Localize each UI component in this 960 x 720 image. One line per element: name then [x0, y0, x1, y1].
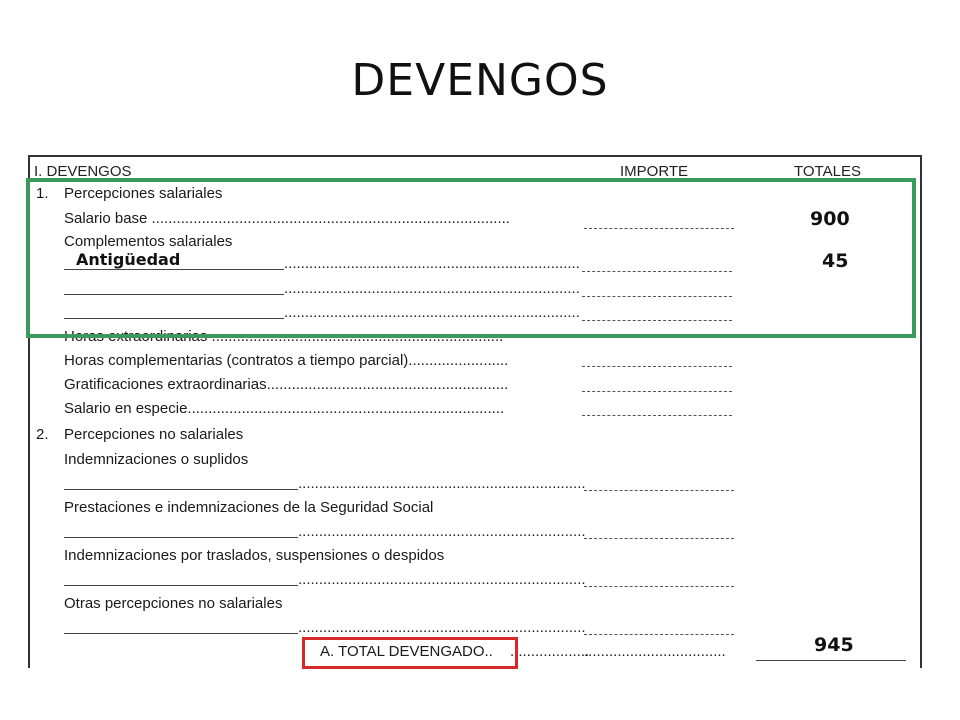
dots: ....................................................................... — [284, 304, 580, 321]
form-section-header: I. DEVENGOS — [34, 163, 132, 180]
importe-line-horas-complementarias — [582, 365, 732, 367]
row-indemnizaciones-suplidos: Indemnizaciones o suplidos — [64, 451, 249, 468]
section-title-percepciones-salariales: Percepciones salariales — [64, 185, 223, 202]
importe-line-otras — [584, 633, 734, 635]
row-horas-extraordinarias: Horas extraordinarias ...................................................................... — [64, 328, 504, 345]
dots: ..................................................................... — [298, 571, 586, 588]
row-otras-dots — [298, 619, 586, 636]
dots: ....................................................................... — [284, 255, 580, 272]
row-complementos-salariales: Complementos salariales — [64, 233, 233, 250]
total-devengado-label: A. TOTAL DEVENGADO.. — [320, 643, 493, 660]
form-border-top — [28, 155, 922, 157]
annotation-antiguedad-label: Antigüedad — [76, 250, 181, 269]
blank-line-6 — [64, 584, 298, 586]
total-devengado-dots: ................... — [510, 643, 590, 660]
row-otras-percepciones: Otras percepciones no salariales — [64, 595, 283, 612]
annotation-salario-base-value: 900 — [810, 208, 850, 230]
row-salario-especie: Salario en especie............................................................................ — [64, 400, 505, 417]
dots: ..................................................................... — [298, 619, 586, 636]
column-header-totales: TOTALES — [794, 163, 861, 180]
row-prestaciones-seguridad-social: Prestaciones e indemnizaciones de la Seguridad Social — [64, 499, 434, 516]
blank-line-7 — [64, 632, 298, 634]
section-title-percepciones-no-salariales: Percepciones no salariales — [64, 426, 244, 443]
row-indemnizaciones-traslados: Indemnizaciones por traslados, suspensiones o despidos — [64, 547, 445, 564]
row-salario-base: Salario base ...................................................................................... — [64, 210, 510, 227]
highlight-total-box — [302, 637, 518, 669]
blank-line-4 — [64, 488, 298, 490]
dots: ..................................................................... — [298, 523, 586, 540]
annotation-antiguedad-value: 45 — [822, 250, 849, 272]
annotation-total-value: 945 — [814, 634, 854, 656]
slide-title: DEVENGOS — [351, 55, 609, 106]
row-gratificaciones: Gratificaciones extraordinarias.......................................................... — [64, 376, 509, 393]
dots: ....................................................................... — [284, 280, 580, 297]
column-header-importe: IMPORTE — [620, 163, 689, 180]
importe-line-traslados — [584, 585, 734, 587]
totales-line-total — [756, 659, 906, 661]
importe-line-salario-especie — [582, 414, 732, 416]
blank-line-5 — [64, 536, 298, 538]
importe-line-indemnizaciones — [584, 489, 734, 491]
importe-line-prestaciones — [584, 537, 734, 539]
row-prestaciones-dots — [298, 523, 586, 540]
section-number-1: 1. — [36, 185, 49, 202]
total-devengado-dots-2: .................................. — [584, 643, 726, 660]
form-border-right — [920, 155, 922, 668]
row-horas-complementarias: Horas complementarias (contratos a tiempo parcial)........................ — [64, 352, 509, 369]
row-indemnizaciones-dots — [298, 475, 586, 492]
dots: ..................................................................... — [298, 475, 586, 492]
section-number-2: 2. — [36, 426, 49, 443]
row-traslados-dots — [298, 571, 586, 588]
importe-line-gratificaciones — [582, 390, 732, 392]
